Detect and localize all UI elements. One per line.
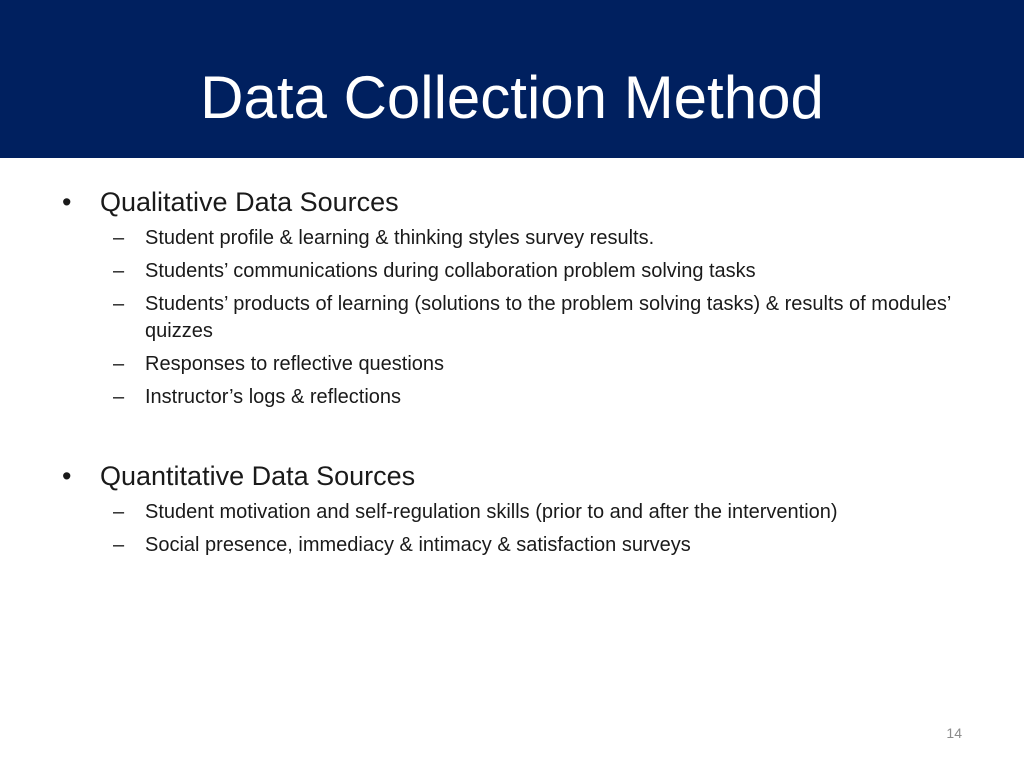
dash-marker: –: [113, 501, 125, 523]
bullet-marker: •: [62, 187, 72, 217]
list-item: Social presence, immediacy & intimacy & satisfaction surveys: [145, 534, 691, 556]
dash-marker: –: [113, 386, 125, 408]
list-item: Students’ communications during collaboration problem solving tasks: [145, 260, 756, 282]
bullet-marker: •: [62, 461, 72, 491]
list-item: Students’ products of learning (solutions to the problem solving tasks) & results of modules’ quizzes: [145, 293, 951, 342]
list-item: Student profile & learning & thinking styles survey results.: [145, 227, 655, 249]
dash-marker: –: [113, 227, 125, 249]
dash-marker: –: [113, 293, 125, 315]
dash-marker: –: [113, 260, 125, 282]
section-heading-quantitative: Quantitative Data Sources: [100, 461, 416, 491]
section-heading-qualitative: Qualitative Data Sources: [100, 187, 399, 217]
list-item: Responses to reflective questions: [145, 353, 445, 375]
list-item: Instructor’s logs & reflections: [145, 386, 402, 408]
slide-title: Data Collection Method: [200, 64, 824, 131]
dash-marker: –: [113, 534, 125, 556]
list-item: Student motivation and self-regulation skills (prior to and after the intervention): [145, 501, 838, 523]
dash-marker: –: [113, 353, 125, 375]
page-number: 14: [946, 725, 962, 741]
